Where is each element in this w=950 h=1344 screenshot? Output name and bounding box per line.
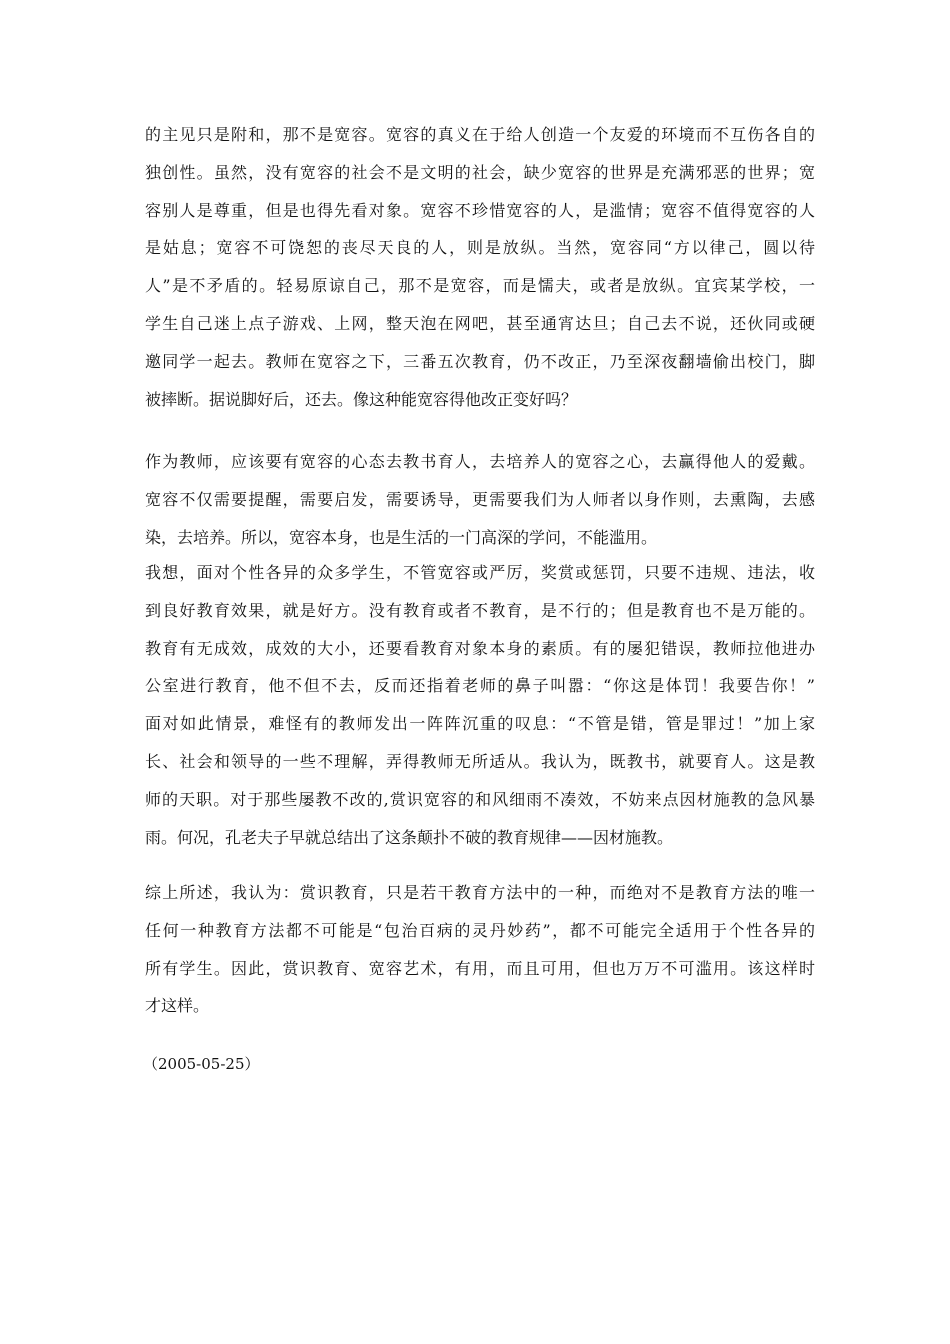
paragraph-2-line: 宽容不仅需要提醒，需要启发，需要诱导，更需要我们为人师者以身作则，去熏陶，去感 (145, 490, 815, 509)
paragraph-1-line: 容别人是尊重，但是也得先看对象。宽容不珍惜宽容的人，是滥情；宽容不值得宽容的人 (145, 201, 815, 220)
paragraph-4-line: 任何一种教育方法都不可能是“包治百病的灵丹妙药”，都不可能完全适用于个性各异的 (145, 921, 815, 940)
paragraph-3-line: 我想，面对个性各异的众多学生，不管宽容或严厉，奖赏或惩罚，只要不违规、违法，收 (145, 563, 815, 582)
paragraph-1-line: 学生自己迷上点子游戏、上网，整天泡在网吧，甚至通宵达旦；自己去不说，还伙同或硬 (145, 314, 815, 333)
paragraph-1-line: 的主见只是附和，那不是宽容。宽容的真义在于给人创造一个友爱的环境而不互伤各自的 (145, 125, 815, 144)
paragraph-2-line: 染，去培养。所以，宽容本身，也是生活的一门高深的学问，不能滥用。 (145, 528, 658, 547)
paragraph-1-line: 被摔断。据说脚好后，还去。像这种能宽容得他改正变好吗？ (145, 390, 578, 409)
paragraph-1-line: 是姑息；宽容不可饶恕的丧尽天良的人，则是放纵。当然，宽容同“方以律己，圆以待 (145, 238, 815, 257)
paragraph-1-line: 人”是不矛盾的。轻易原谅自己，那不是宽容，而是懦夫，或者是放纵。宜宾某学校，一 (145, 276, 815, 295)
article-date: （2005-05-25） (143, 1055, 260, 1073)
paragraph-3-line: 教育有无成效，成效的大小，还要看教育对象本身的素质。有的屡犯错误，教师拉他进办 (145, 639, 815, 658)
paragraph-3-line: 公室进行教育，他不但不去，反而还指着老师的鼻子叫嚣：“你这是体罚！我要告你！” (145, 676, 815, 695)
paragraph-3-line: 面对如此情景，难怪有的教师发出一阵阵沉重的叹息：“不管是错，管是罪过！”加上家 (145, 714, 815, 733)
paragraph-3-line: 长、社会和领导的一些不理解，弄得教师无所适从。我认为，既教书，就要育人。这是教 (145, 752, 815, 771)
paragraph-1-line: 邀同学一起去。教师在宽容之下，三番五次教育，仍不改正，乃至深夜翻墙偷出校门，脚 (145, 352, 815, 371)
paragraph-3-line: 到良好教育效果，就是好方。没有教育或者不教育，是不行的；但是教育也不是万能的。 (145, 601, 815, 620)
paragraph-4-line: 才这样。 (145, 996, 210, 1015)
paragraph-4-line: 所有学生。因此，赏识教育、宽容艺术，有用，而且可用，但也万万不可滥用。该这样时 (145, 959, 815, 978)
paragraph-4-line: 综上所述，我认为：赏识教育，只是若干教育方法中的一种，而绝对不是教育方法的唯一 (145, 883, 815, 902)
paragraph-2-line: 作为教师，应该要有宽容的心态去教书育人，去培养人的宽容之心，去赢得他人的爱戴。 (145, 452, 815, 471)
paragraph-3-line: 雨。何况，孔老夫子早就总结出了这条颠扑不破的教育规律——因材施教。 (145, 828, 674, 847)
paragraph-1-line: 独创性。虽然，没有宽容的社会不是文明的社会，缺少宽容的世界是充满邪恶的世界；宽 (145, 163, 815, 182)
paragraph-3-line: 师的天职。对于那些屡教不改的,赏识宽容的和风细雨不凑效，不妨来点因材施教的急风暴 (145, 790, 815, 809)
